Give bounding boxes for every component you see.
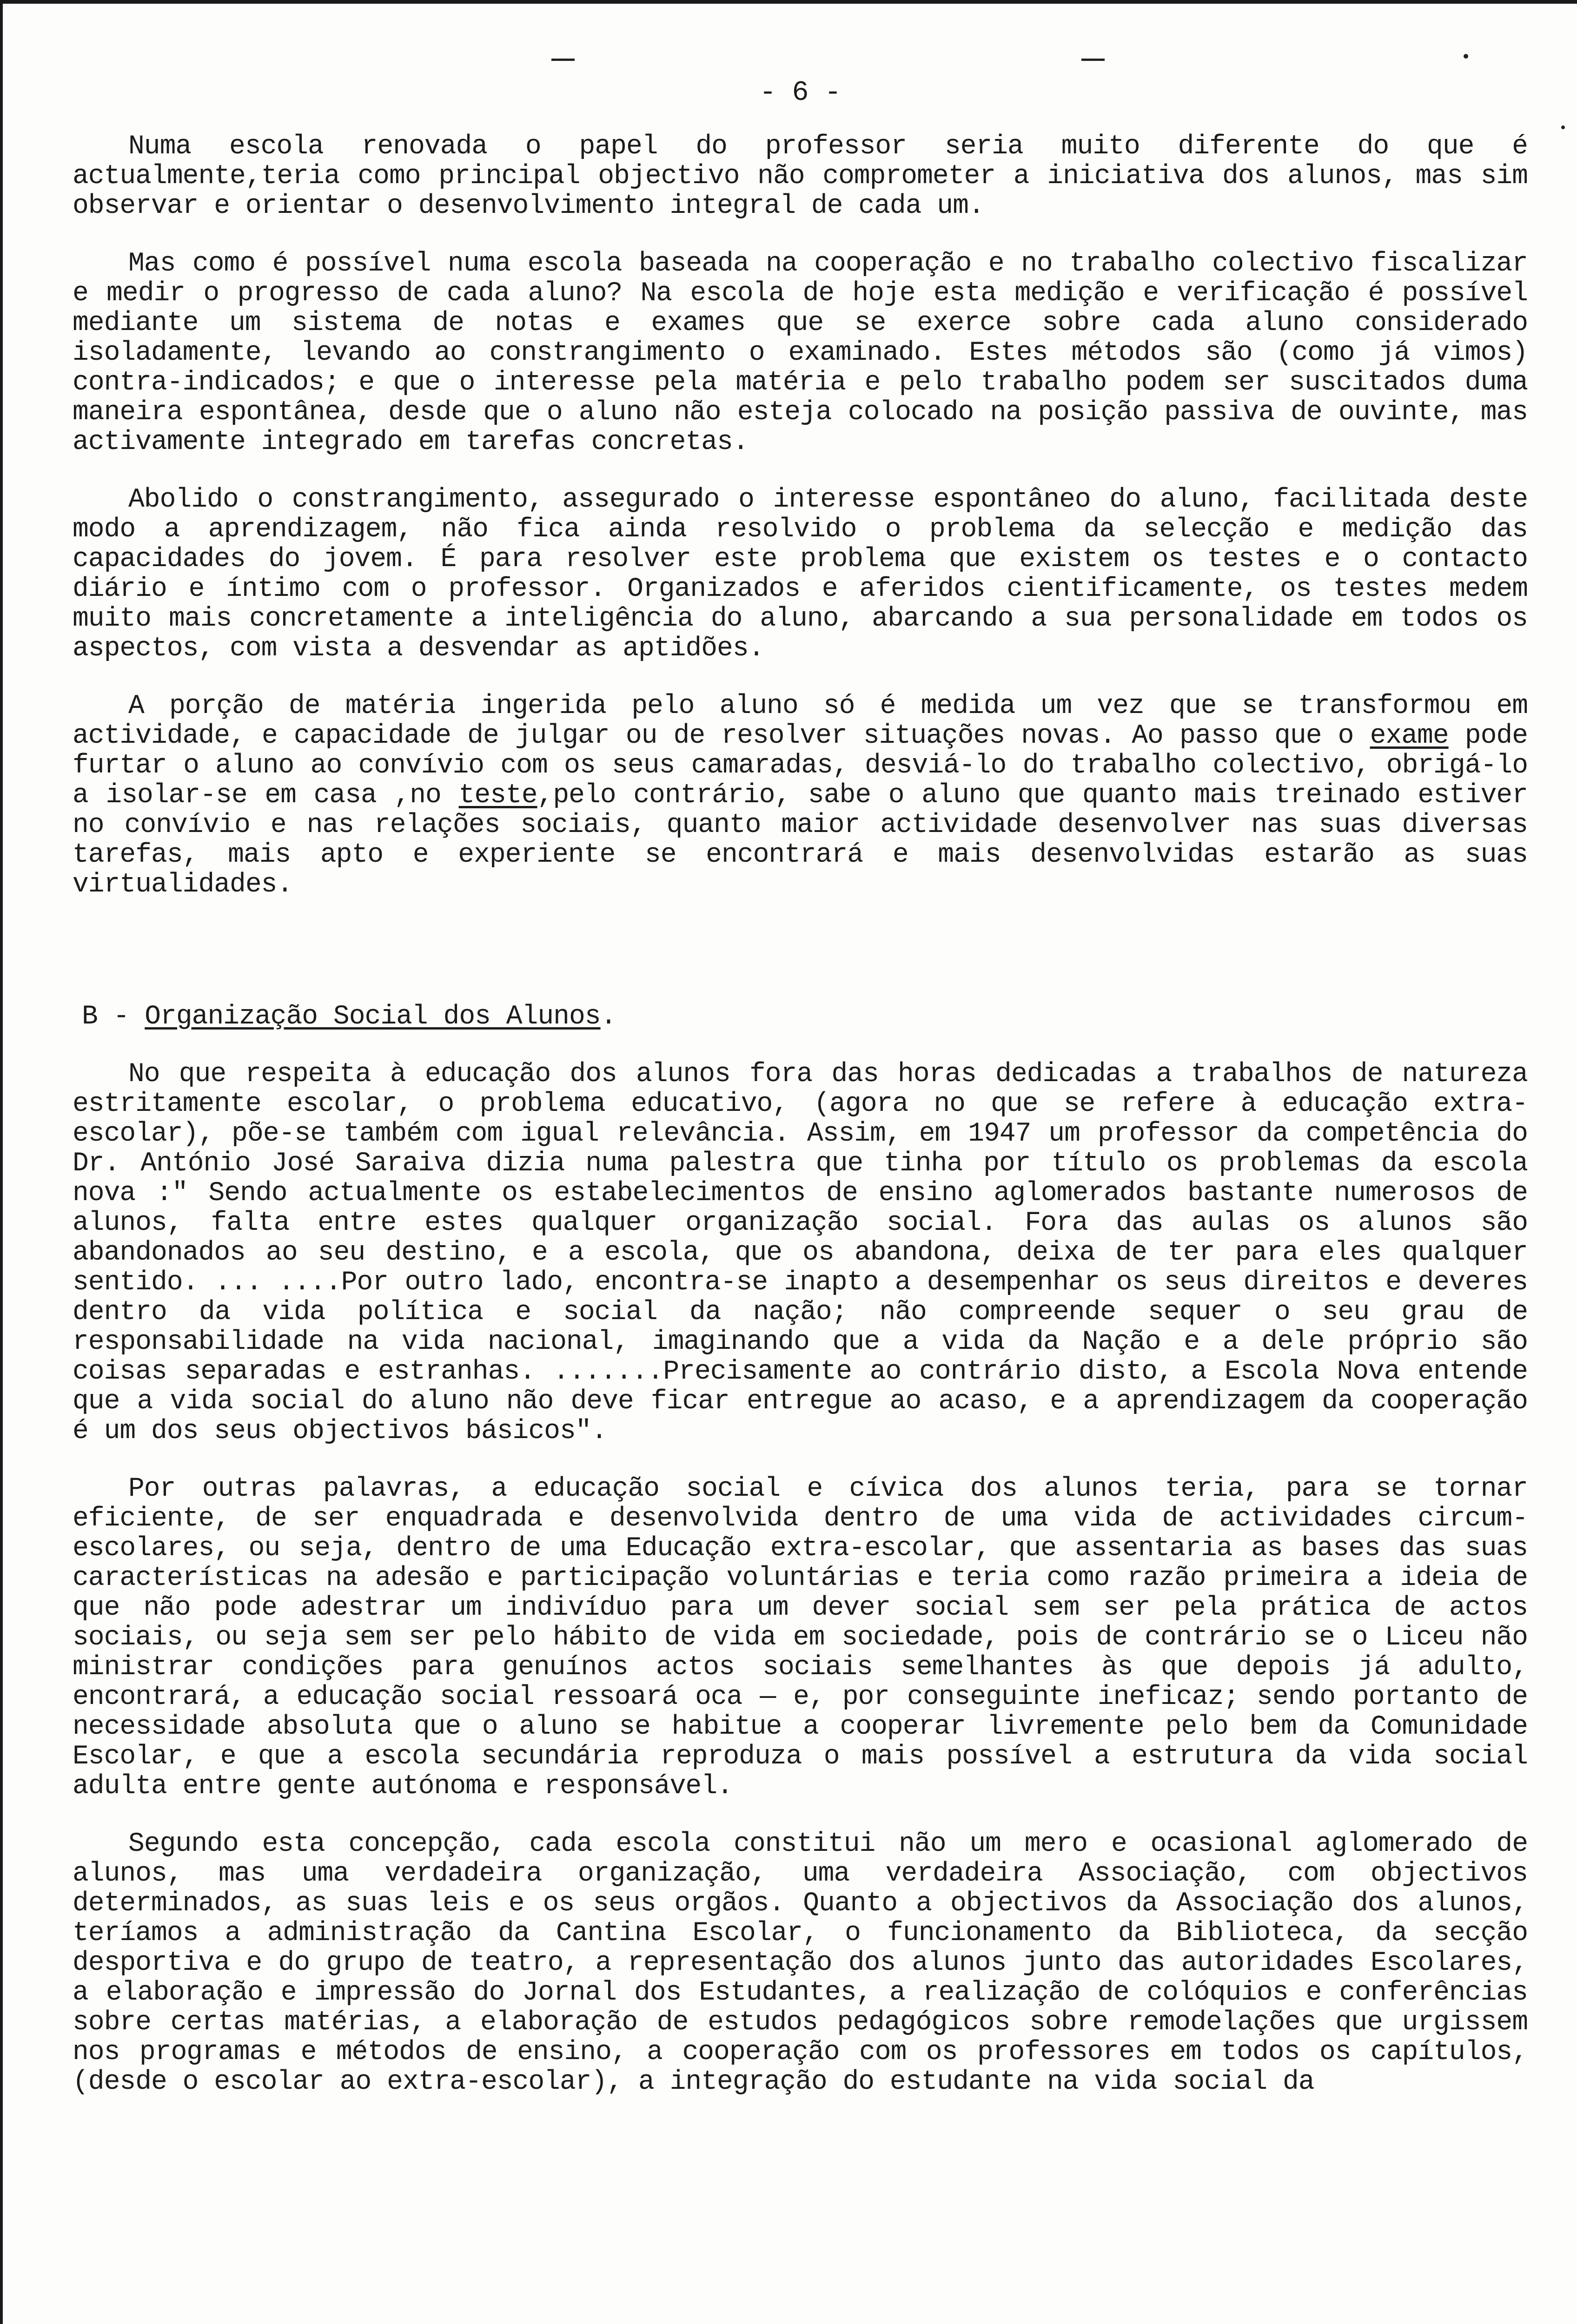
paragraph-text: A porção de matéria ingerida pelo aluno só é medida um vez que se transformou em actividade, e capacidade de julgar ou de resolver situações novas. Ao passo que o bbox=[73, 691, 1528, 751]
paragraph: Por outras palavras, a educação social e cívica dos alunos teria, para se tornar eficiente, de ser enquadrada e desenvolvida dentro de uma vida de actividades circum-escolares, ou seja, dentro de uma Educação extra-escolar, que assentaria as bases das suas características na adesão e participação voluntárias e teria como razão primeira a ideia de que não pode adestrar um indivíduo para um dever social sem ser pela prática de actos sociais, ou seja sem ser pelo hábito de vida em sociedade, pois de contrário se o Liceu não ministrar condições para genuínos actos sociais semelhantes às que depois já adulto, encontrará, a educação social ressoará oca — e, por conseguinte ineficaz; sendo portanto de necessidade absoluta que o aluno se habitue a cooperar livremente pelo bem da Comunidade Escolar, e que a escola secundária reproduza o mais possível a estrutura da vida social adulta entre gente autónoma e responsável. bbox=[73, 1474, 1528, 1802]
section-heading bbox=[82, 1002, 1528, 1032]
scan-mark bbox=[1561, 125, 1565, 129]
paragraph: Segundo esta concepção, cada escola constitui não um mero e ocasional aglomerado de alunos, mas uma verdadeira organização, uma verdadeira Associação, com objectivos determinados, as suas leis e os seus orgãos. Quanto a objectivos da Associação dos alunos, teríamos a administração da Cantina Escolar, o funcionamento da Biblioteca, da secção desportiva e do grupo de teatro, a representação dos alunos junto das autoridades Escolares, a elaboração e impressão do Jornal dos Estudantes, a realização de colóquios e conferências sobre certas matérias, a elaboração de estudos pedagógicos sobre remodelações que urgissem nos programas e métodos de ensino, a cooperação com os professores em todos os capítulos, (desde o escolar ao extra-escolar), a integração do estudante na vida social da bbox=[73, 1829, 1528, 2097]
paragraph: Mas como é possível numa escola baseada na cooperação e no trabalho colectivo fiscalizar e medir o progresso de cada aluno? Na escola de hoje esta medição e verificação é possível mediante um sistema de notas e exames que se exerce sobre cada aluno considerado isoladamente, levando ao constrangimento o examinado. Estes métodos são (como já vimos) contra-indicados; e que o interesse pela matéria e pelo trabalho podem ser suscitados duma maneira espontânea, desde que o aluno não esteja colocado na posição passiva de ouvinte, mas activamente integrado em tarefas concretas. bbox=[73, 249, 1528, 457]
paragraph-text: ,pelo contrário, sabe o aluno que quanto mais treinado estiver no convívio e nas relações sociais, quanto maior actividade desenvolver nas suas diversas tarefas, mais apto e experiente se encontrará e mais desenvolvidas estarão as suas virtualidades. bbox=[73, 780, 1528, 900]
paragraph bbox=[73, 692, 1528, 900]
document-body bbox=[73, 64, 1528, 2125]
scan-mark bbox=[551, 59, 575, 61]
paragraph: Abolido o constrangimento, assegurado o interesse espontâneo do aluno, facilitada deste modo a aprendizagem, não fica ainda resolvido o problema da selecção e medição das capacidades do jovem. É para resolver este problema que existem os testes e o contacto diário e íntimo com o professor. Organizados e aferidos cientificamente, os testes medem muito mais concretamente a inteligência do aluno, abarcando a sua personalidade em todos os aspectos, com vista a desvendar as aptidões. bbox=[73, 485, 1528, 664]
section-suffix: . bbox=[600, 1002, 616, 1032]
paragraph: No que respeita à educação dos alunos fora das horas dedicadas a trabalhos de natureza estritamente escolar, o problema educativo, (agora no que se refere à educação extra-escolar), põe-se também com igual relevância. Assim, em 1947 um professor da competência do Dr. António José Saraiva dizia numa palestra que tinha por título os problemas da escola nova :" Sendo actualmente os estabelecimentos de ensino aglomerados bastante numerosos de alunos, falta entre estes qualquer organização social. Fora das aulas os alunos são abandonados ao seu destino, e a escola, que os abandona, deixa de ter para eles qualquer sentido. ... ....Por outro lado, encontra-se inapto a desempenhar os seus direitos e deveres dentro da vida política e social da nação; não compreende sequer o seu grau de responsabilidade na vida nacional, imaginando que a vida da Nação e a dele próprio são coisas separadas e estranhas. .......Precisamente ao contrário disto, a Escola Nova entende que a vida social do aluno não deve ficar entregue ao acaso, e a aprendizagem da cooperação é um dos seus objectivos básicos". bbox=[73, 1059, 1528, 1446]
scan-mark bbox=[1081, 59, 1105, 61]
underlined-word-teste: teste bbox=[458, 780, 537, 811]
paragraph-text: pode furtar o aluno ao convívio com os seus camaradas, desviá-lo do trabalho colectivo, obrigá-lo a isolar-se em casa ,no bbox=[73, 721, 1528, 811]
page-number: - 6 - bbox=[759, 77, 841, 109]
section-title: Organização Social dos Alunos bbox=[145, 1002, 601, 1032]
underlined-word-exame: exame bbox=[1370, 721, 1449, 751]
scan-mark bbox=[1464, 54, 1468, 59]
section-prefix: B - bbox=[82, 1002, 145, 1032]
paragraph: Numa escola renovada o papel do professor seria muito diferente do que é actualmente,teria como principal objectivo não comprometer a iniciativa dos alunos, mas sim observar e orientar o desenvolvimento integral de cada um. bbox=[73, 132, 1528, 221]
